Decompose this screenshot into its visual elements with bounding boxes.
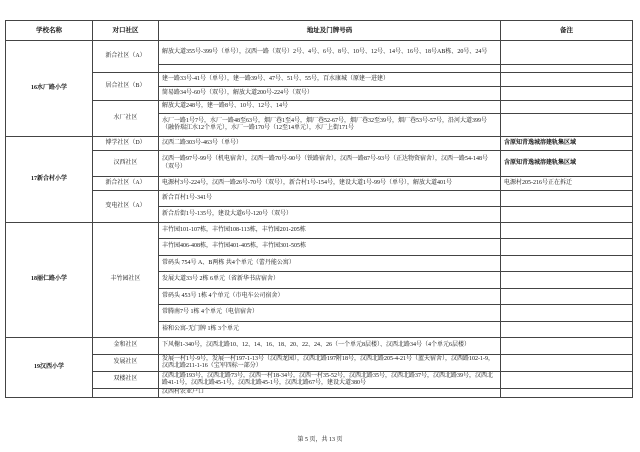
remark-cell [501, 305, 633, 322]
table-row [6, 223, 633, 239]
address-cell: 常腾南7号 1栋 4个单元（电信宿舍） [159, 305, 501, 322]
table-row [6, 191, 633, 207]
remark-cell [501, 73, 633, 87]
community-cell: 丰竹园社区 [93, 223, 159, 338]
community-cell: 新合社区（A） [93, 177, 159, 191]
address-cell: 常码头 754号 A、B两栋 共4个单元（蕾丹能公寓） [159, 256, 501, 272]
school-name-cell: 18丽仁路小学 [6, 223, 93, 338]
table-row [6, 355, 633, 372]
school-district-table [5, 20, 633, 398]
header-row [6, 21, 633, 41]
remark-cell [501, 322, 633, 338]
table-row [6, 41, 633, 65]
address-cell: 发展大道33号 2栋 6单元（省新华书店宿舍） [159, 272, 501, 289]
remark-cell [501, 114, 633, 137]
remark-cell [501, 41, 633, 65]
table-row [6, 101, 633, 114]
address-cell: 水厂一路1号7号，水厂一路48至63号，烟厂巷1至4号，烟厂巷52-67号，烟厂巷32至39号，烟厂巷53号-57号，沿河大道399号（融侨瑞江水12个单元），水厂一路170号（12至14单元），水厂上街171号 [159, 114, 501, 137]
community-cell: 变电社区（A） [93, 191, 159, 223]
remark-cell [501, 289, 633, 305]
school-name-cell: 16水厂路小学 [6, 41, 93, 137]
community-cell: 双楼社区 [93, 372, 159, 389]
remark-cell [501, 389, 633, 398]
address-cell: 汉西二路303号-463号（单号） [159, 137, 501, 151]
address-cell: 电源村3号-224号，汉西一路26号-70号（双号），新合村1号-154号，建设大道1号-99号（单号），解放大道401号 [159, 177, 501, 191]
address-cell [159, 65, 501, 73]
community-cell: 水厂社区 [93, 101, 159, 137]
remark-cell [501, 207, 633, 223]
remark-cell [501, 223, 633, 239]
table-row [6, 338, 633, 355]
address-cell: 建一路33号-41号（单号），建一路39号、47号、51号、55号，百水康城（原建一进建） [159, 73, 501, 87]
address-cell: 新合百村1号-341号 [159, 191, 501, 207]
address-cell: 汉西村农业户口 [159, 389, 501, 398]
address-cell: 新合后街1号-135号，建设大道6号-120号（双号） [159, 207, 501, 223]
remark-cell [501, 256, 633, 272]
remark-cell: 含原知青逸城溶建轨集区域 [501, 137, 633, 151]
address-cell: 汉西北路193号，汉西北路73号，汉西一村18-34号，汉西一村35-52号，汉西北路35号，汉西北路37号，汉西北路39号，汉西北路41-1号，汉西北路45-1号，汉西北路45-1号，汉西北路67号，建设大道380号 [159, 372, 501, 389]
remark-cell [501, 191, 633, 207]
page-footer: 第 5 页，共 13 页 [297, 437, 343, 443]
address-cell: 解放大道248号，建一路8号、10号、12号、14号 [159, 101, 501, 114]
community-cell: 汉西社区 [93, 151, 159, 177]
address-cell: 解放大道355号-399号（单号），汉西一路（双号）2号、4号、6号、8号、10号、12号、14号、16号、18号AB栋、20号、24号 [159, 41, 501, 65]
remark-cell: 含原知青逸城溶建轨集区域 [501, 151, 633, 177]
header-community: 对口社区 [93, 21, 159, 41]
header-remark: 备注 [501, 21, 633, 41]
school-name-cell: 17新合村小学 [6, 137, 93, 223]
address-cell: 简易路34号-60号（双号），解放大道200号-224号（双号） [159, 87, 501, 101]
address-cell: 发展一村1号-9号，发展一村197-1-13号（汉西龙园），汉西北路197附18号，汉西北路205-4-21号（蓝天宿舍），汉西路102-1-9，汉西北路211-1-16（宝军四标一部分） [159, 355, 501, 372]
remark-cell [501, 272, 633, 289]
remark-cell [501, 101, 633, 114]
school-name-cell: 19汉西小学 [6, 338, 93, 398]
table-row [6, 137, 633, 151]
table-row [6, 73, 633, 87]
table-row [6, 389, 633, 398]
community-cell: 居合社区（B） [93, 73, 159, 101]
community-cell: 金和社区 [93, 338, 159, 355]
address-cell: 常码头 453号 1栋 4个单元（市电车公司宿舍） [159, 289, 501, 305]
community-cell [93, 389, 159, 398]
header-address: 地址及门牌号码 [159, 21, 501, 41]
remark-cell [501, 338, 633, 355]
remark-cell [501, 65, 633, 73]
address-cell: 裕和公寓-无门牌 1栋 3个单元 [159, 322, 501, 338]
remark-cell [501, 372, 633, 389]
address-cell: 丰竹园101-107栋，丰竹园108-113栋，丰竹园201-205栋 [159, 223, 501, 239]
community-cell: 新合社区（A） [93, 41, 159, 73]
community-cell: 发展社区 [93, 355, 159, 372]
remark-cell [501, 87, 633, 101]
table-row [6, 372, 633, 389]
remark-cell: 电源村205-216号正在拆迁 [501, 177, 633, 191]
table-row [6, 151, 633, 177]
address-cell: 汉西一路97号-99号（机电宿舍），汉西一路70号-90号（铁路宿舍），汉西一路87号-93号（正达物资宿舍），汉西一路54-148号（双号） [159, 151, 501, 177]
community-cell: 博学社区（D） [93, 137, 159, 151]
address-cell: 丰竹园406-408栋，丰竹园401-405栋，丰竹园301-505栋 [159, 239, 501, 256]
remark-cell [501, 355, 633, 372]
remark-cell [501, 239, 633, 256]
header-school: 学校名称 [6, 21, 93, 41]
address-cell: 下风榭1-340号，汉西北路10、12、14、16、18、20、22、24、26（一个单元8层楼）、汉西北路34号（4个单元6层楼） [159, 338, 501, 355]
table-row [6, 177, 633, 191]
